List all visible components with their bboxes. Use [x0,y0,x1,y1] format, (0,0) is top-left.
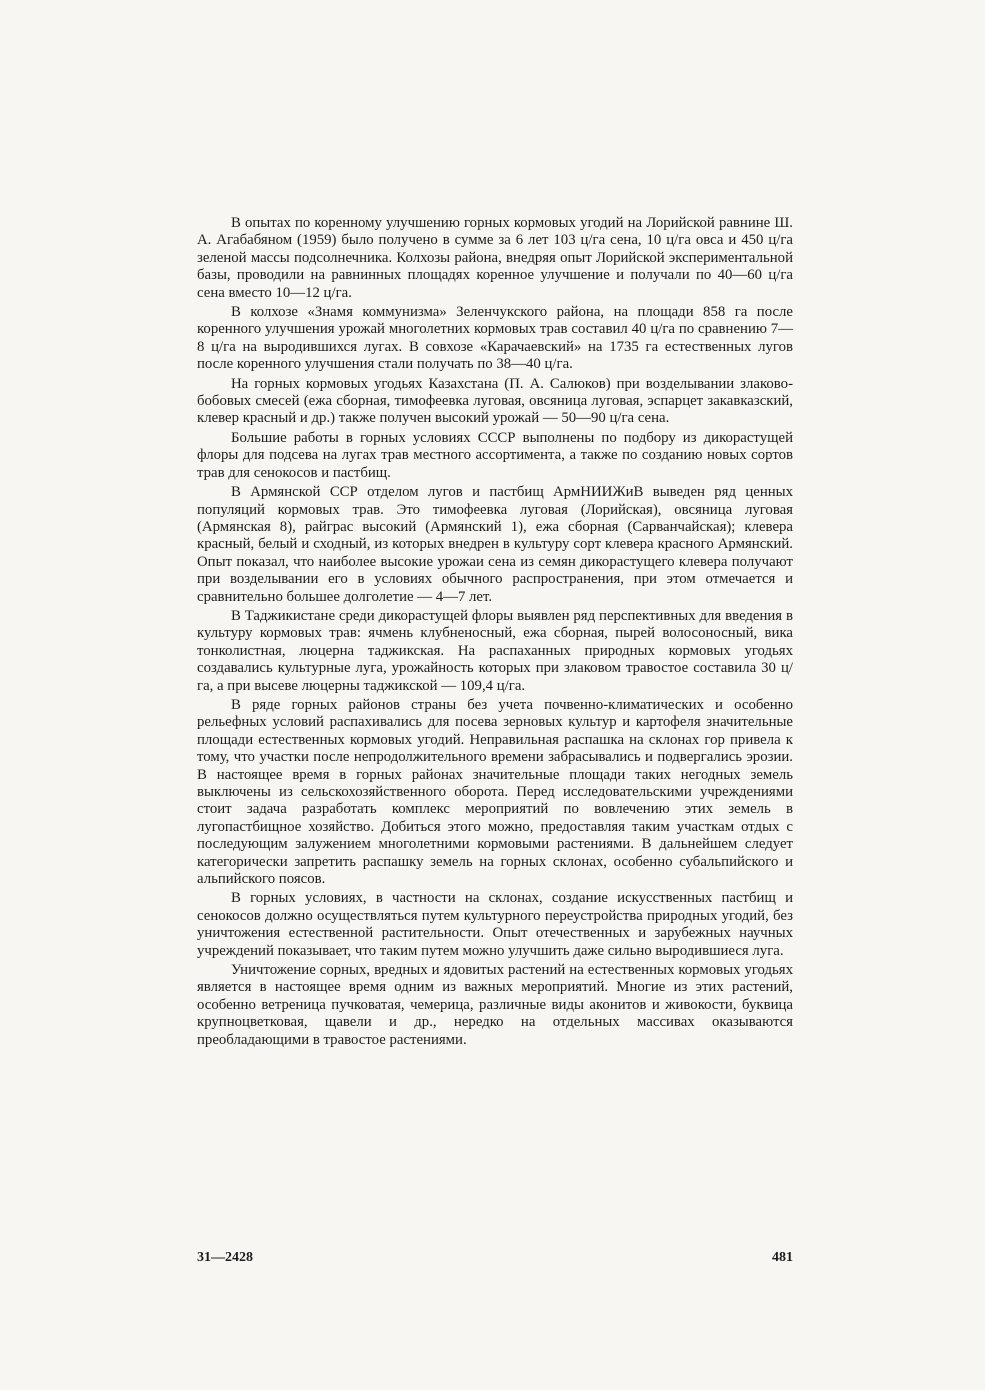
page-footer [197,1250,793,1266]
page-number: 481 [772,1250,793,1265]
paragraph-7: В ряде горных районов страны без учета почвенно-климатических и особенно рельефных условий распахивались для посева зерновых культур и картофеля значительные площади естественных кормовых угодий. Неправильная распашка на склонах гор привела к тому, что участки после непродолжительного времени забрасывались и подвергались эрозии. В настоящее время в горных районах значительные площади таких негодных земель выключены из сельскохозяйственного оборота. Перед исследовательскими учреждениями стоит задача разработать комплекс мероприятий по вовлечению этих земель в лугопастбищное хозяйство. Добиться этого можно, предоставляя таким участкам отдых с последующим залужением многолетними кормовыми растениями. В дальнейшем следует категорически запретить распашку земель на горных склонах, особенно субальпийского и альпийского поясов. [197,696,793,888]
page-body [197,215,793,1051]
paragraph-3: На горных кормовых угодьях Казахстана (П. А. Салюков) при возделывании злаково-бобовых смесей (ежа сборная, тимофеевка луговая, овсяница луговая, эспарцет закавказский, клевер красный и др.) также получен высокий урожай — 50—90 ц/га сена. [197,375,793,427]
paragraph-9: Уничтожение сорных, вредных и ядовитых растений на естественных кормовых угодьях является в настоящее время одним из важных мероприятий. Многие из этих растений, особенно ветреница пучковатая, чемерица, различные виды аконитов и живокости, буквица крупноцветковая, щавели и др., нередко на отдельных массивах оказываются преобладающими в травостое растениями. [197,962,793,1048]
paragraph-4: Большие работы в горных условиях СССР выполнены по подбору из дикорастущей флоры для подсева на лугах трав местного ассортимента, а также по созданию новых сортов трав для сенокосов и пастбищ. [197,429,793,481]
paragraph-6: В Таджикистане среди дикорастущей флоры выявлен ряд перспективных для введения в культуру кормовых трав: ячмень клубненосный, ежа сборная, пырей волосоносный, вика тонколистная, люцерна таджикская. На распаханных природных кормовых угодьях создавались культурные луга, урожайность которых при злаковом травостое составила 30 ц/га, а при высеве люцерны таджикской — 109,4 ц/га. [197,607,793,694]
printer-signature: 31—2428 [197,1250,253,1265]
paragraph-2: В колхозе «Знамя коммунизма» Зеленчукского района, на площади 858 га после коренного улучшения урожай многолетних кормовых трав составил 40 ц/га по сравнению 7—8 ц/га на выродившихся лугах. В совхозе «Карачаевский» на 1735 га естественных лугов после коренного улучшения стали получать по 38—40 ц/га. [197,304,793,373]
paragraph-5: В Армянской ССР отделом лугов и пастбищ АрмНИИЖиВ выведен ряд ценных популяций кормовых трав. Это тимофеевка луговая (Лорийская), овсяница луговая (Армянская 8), райграс высокий (Армянский 1), ежа сборная (Сарванчайская); клевера красный, белый и сходный, из которых внедрен в культуру сорт клевера красного Армянский. Опыт показал, что наиболее высокие урожаи сена из семян дикорастущего клевера получают при возделывании его в условиях обычного распространения, при этом отмечается и сравнительно большее долголетие — 4—7 лет. [197,484,793,605]
paragraph-8: В горных условиях, в частности на склонах, создание искусственных пастбищ и сенокосов должно осуществляться путем культурного переустройства природных угодий, без уничтожения естественной растительности. Опыт отечественных и зарубежных научных учреждений показывает, что таким путем можно улучшить даже сильно выродившиеся луга. [197,890,793,959]
paragraph-1: В опытах по коренному улучшению горных кормовых угодий на Лорийской равнине Ш. А. Агабабяном (1959) было получено в сумме за 6 лет 103 ц/га сена, 10 ц/га овса и 450 ц/га зеленой массы подсолнечника. Колхозы района, внедряя опыт Лорийской экспериментальной базы, проводили на равнинных площадях коренное улучшение и получали по 40—60 ц/га сена вместо 10—12 ц/га. [197,215,793,301]
